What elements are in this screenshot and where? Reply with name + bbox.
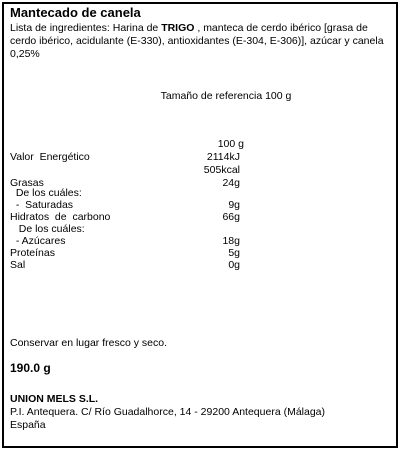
nutrition-column-header: 100 g <box>217 138 244 150</box>
nutrient-value: 18g <box>222 235 240 247</box>
nutrient-value: 9g <box>228 199 240 211</box>
net-weight: 190.0 g <box>10 361 51 375</box>
manufacturer-address: P.I. Antequera. C/ Río Guadalhorce, 14 - 29200 Antequera (Málaga) <box>10 406 326 418</box>
product-label <box>2 2 398 448</box>
nutrient-value: 0g <box>228 259 240 271</box>
manufacturer-name: UNION MELS S.L. <box>10 393 99 405</box>
reference-size: Tamaño de referencia 100 g <box>160 90 292 102</box>
manufacturer-country: España <box>10 419 46 431</box>
nutrient-name: De los cuáles: <box>10 187 82 199</box>
product-title: Mantecado de canela <box>10 5 141 20</box>
nutrition-row <box>10 151 394 176</box>
ingredients-prefix: Lista de ingredientes: Harina de <box>10 22 162 34</box>
ingredients-list <box>10 22 394 61</box>
nutrition-row <box>10 259 394 272</box>
nutrient-name: De los cuáles: <box>10 223 85 235</box>
nutrient-value: 24g <box>222 177 240 189</box>
nutrient-name: Grasas <box>10 177 44 189</box>
nutrient-name: Sal <box>10 259 26 271</box>
nutrient-value-kcal: 505kcal <box>203 164 240 176</box>
ingredients-rest: , manteca de cerdo ibérico [grasa de cerdo ibérico, acidulante (E-330), antioxidantes (E-304, E-306)], azúcar y canela 0,25% <box>10 22 384 60</box>
nutrient-value: 2114kJ <box>206 151 240 163</box>
allergen-highlight: TRIGO <box>161 22 195 34</box>
nutrient-name: - Azúcares <box>10 235 66 247</box>
nutrient-value: 66g <box>222 211 240 223</box>
nutrient-name: Valor Energético <box>10 151 90 163</box>
nutrient-name: - Saturadas <box>10 199 74 211</box>
nutrient-name: Hidratos de carbono <box>10 211 111 223</box>
nutrient-value: 5g <box>228 247 240 259</box>
storage-instructions: Conservar en lugar fresco y seco. <box>10 337 167 349</box>
nutrient-name: Proteínas <box>10 247 55 259</box>
